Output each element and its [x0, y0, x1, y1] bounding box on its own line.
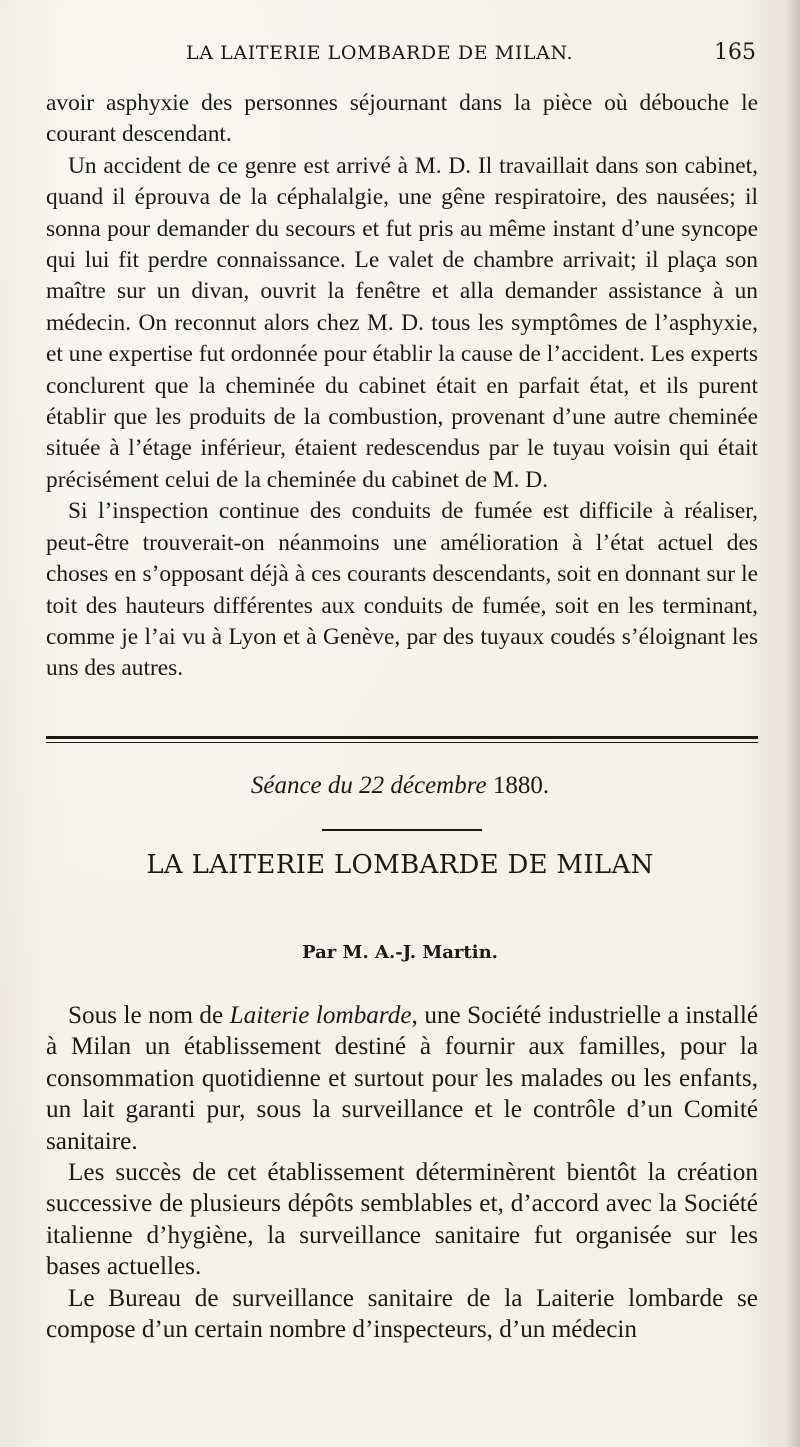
article-body	[46, 1000, 758, 1345]
paragraph: avoir asphyxie des personnes séjournant dans la pièce où débouche le courant descendant.	[46, 90, 758, 148]
spine-shadow	[786, 0, 800, 1447]
paragraph	[46, 1000, 758, 1157]
running-head: LA LAITERIE LOMBARDE DE MILAN.	[186, 42, 574, 64]
page-number: 165	[714, 40, 756, 65]
article-title: LA LAITERIE LOMBARDE DE MILAN	[146, 850, 654, 880]
previous-article-body	[46, 88, 758, 685]
paragraph: Si l’inspection continue des conduits de fumée est difficile à réaliser, peut-être trouverait-on néanmoins une amélioration à l’état actuel des choses en s’opposant déjà à ces courants descendants, soit en donnant sur le toit des hauteurs différentes aux conduits de fumée, soit en les terminant, comme je l’ai vu à Lyon et à Genève, par des tuyaux coudés s’éloignant les uns des autres.	[46, 498, 758, 682]
session-year: 1880.	[486, 772, 550, 799]
paragraph: Un accident de ce genre est arrivé à M. D. Il travaillait dans son cabinet, quand il éprouva de la céphalalgie, une gêne respiratoire, des nausées; il sonna pour demander du secours et fut pris au même instant d’une syncope qui lui fit perdre connaissance. Le valet de chambre arrivait; il plaça son maître sur un divan, ouvrit la fenêtre et alla demander assistance à un médecin. On reconnut alors chez M. D. tous les symptômes de l’asphyxie, et une expertise fut ordonnée pour établir la cause de l’accident. Les experts conclurent que la cheminée du cabinet était en parfait état, et ils purent établir que les produits de la combustion, provenant d’une autre cheminée située à l’étage inférieur, étaient redescendus par le tuyau voisin qui était précisément celui de la cheminée du cabinet de M. D.	[46, 152, 758, 493]
section-rule	[46, 736, 758, 739]
paragraph: Le Bureau de surveillance sanitaire de la Laiterie lombarde se compose d’un certain nombre d’inspecteurs, d’un médecin	[46, 1284, 758, 1344]
p1-rest: , une Société industrielle a installé à Milan un établissement destiné à fournir aux familles, pour la consommation quotidienne et surtout pour les malades ou les enfants, un lait garanti pur, sous la surveillance et le contrôle d’un Comité sanitaire.	[46, 1002, 758, 1155]
article-byline: Par M. A.-J. Martin.	[302, 942, 498, 963]
p1-start: Sous le nom de	[68, 1002, 230, 1029]
session-prefix: Séance du 22	[250, 772, 391, 799]
section-rule-thin	[46, 742, 758, 743]
p1-italic: Laiterie lombarde	[229, 1002, 412, 1029]
short-rule	[322, 829, 482, 831]
session-month: décembre	[390, 772, 487, 799]
paragraph: Les succès de cet établissement déterminèrent bientôt la création successive de plusieurs dépôts semblables et, d’accord avec la Société italienne d’hygiène, la surveillance sanitaire fut organisée sur les bases actuelles.	[46, 1159, 758, 1281]
session-heading	[0, 772, 800, 800]
